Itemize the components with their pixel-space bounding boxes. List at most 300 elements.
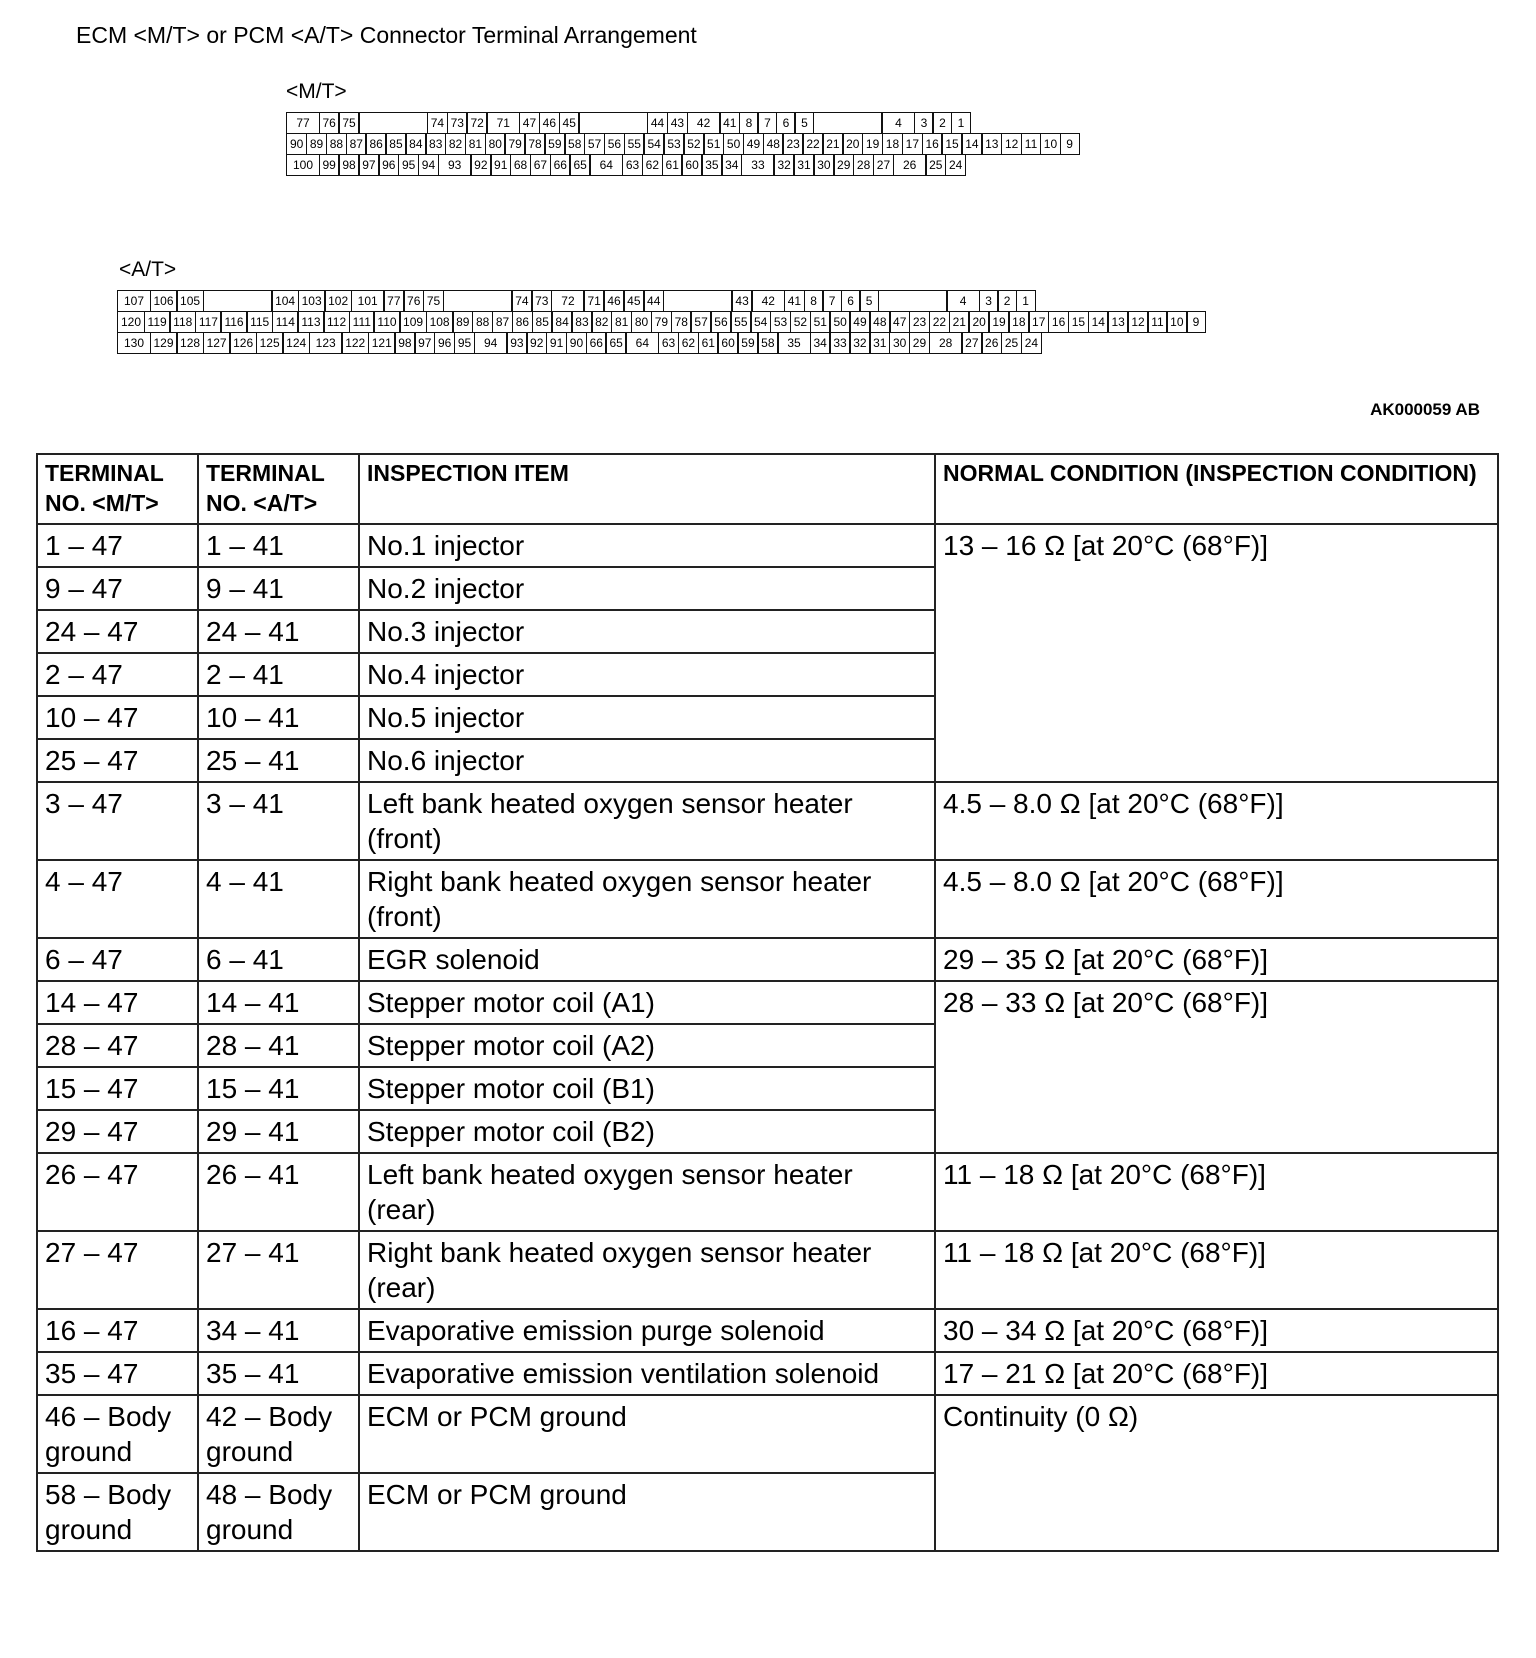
connector-pin: 16 <box>1048 311 1069 333</box>
connector-pin: 128 <box>176 332 204 354</box>
connector-pin: 118 <box>169 311 196 333</box>
inspection-item: Stepper motor coil (A1) <box>359 981 935 1024</box>
connector-pin: 101 <box>351 290 385 312</box>
connector-pin: 59 <box>737 332 758 354</box>
connector-pin: 86 <box>512 311 533 333</box>
connector-pin: 25 <box>1001 332 1022 354</box>
connector-pin: 79 <box>504 133 525 155</box>
terminal-mt: 46 – Body ground <box>37 1395 198 1473</box>
connector-pin: 7 <box>822 290 842 312</box>
inspection-item: ECM or PCM ground <box>359 1395 935 1473</box>
connector-pin: 21 <box>949 311 970 333</box>
connector-pin: 71 <box>486 112 520 134</box>
connector-pin: 82 <box>445 133 466 155</box>
connector-pin: 83 <box>571 311 592 333</box>
connector-pin: 18 <box>882 133 903 155</box>
connector-pin: 13 <box>981 133 1002 155</box>
normal-condition: 13 – 16 Ω [at 20°C (68°F)] <box>935 524 1498 782</box>
connector-pin: 46 <box>603 290 624 312</box>
connector-pin: 124 <box>282 332 310 354</box>
connector-pin: 6 <box>776 112 796 134</box>
terminal-mt: 58 – Body ground <box>37 1473 198 1551</box>
terminal-mt: 4 – 47 <box>37 860 198 938</box>
connector-pin: 108 <box>426 311 454 333</box>
terminal-mt: 35 – 47 <box>37 1352 198 1395</box>
connector-pin: 60 <box>681 154 702 176</box>
connector-pin: 89 <box>452 311 473 333</box>
connector-row3 <box>117 332 1041 354</box>
connector-pin: 57 <box>584 133 605 155</box>
connector-pin: 53 <box>663 133 684 155</box>
terminal-mt: 6 – 47 <box>37 938 198 981</box>
connector-pin: 30 <box>813 154 834 176</box>
connector-pin: 10 <box>1040 133 1061 155</box>
header-terminal-at: TERMINAL NO. <A/T> <box>198 454 359 524</box>
at-connector-label: <A/T> <box>119 258 177 281</box>
connector-pin: 9 <box>1186 311 1206 333</box>
header-normal-condition: NORMAL CONDITION (INSPECTION CONDITION) <box>935 454 1498 524</box>
connector-key-slot <box>358 112 428 134</box>
connector-pin: 15 <box>1068 311 1089 333</box>
inspection-item: EGR solenoid <box>359 938 935 981</box>
connector-pin: 85 <box>532 311 553 333</box>
connector-pin: 87 <box>492 311 513 333</box>
connector-pin: 16 <box>922 133 943 155</box>
terminal-mt: 3 – 47 <box>37 782 198 860</box>
connector-pin: 47 <box>889 311 910 333</box>
connector-pin: 94 <box>474 332 508 354</box>
connector-pin: 77 <box>383 290 404 312</box>
connector-pin: 49 <box>849 311 870 333</box>
inspection-item: No.4 injector <box>359 653 935 696</box>
connector-pin: 62 <box>678 332 699 354</box>
connector-pin: 84 <box>551 311 572 333</box>
connector-key-slot <box>443 290 513 312</box>
connector-pin: 45 <box>623 290 644 312</box>
connector-row1 <box>286 112 969 134</box>
connector-pin: 29 <box>909 332 930 354</box>
inspection-table <box>36 453 1499 1552</box>
terminal-at: 42 – Body ground <box>198 1395 359 1473</box>
table-row <box>37 524 1498 567</box>
connector-pin: 75 <box>423 290 444 312</box>
connector-pin: 72 <box>466 112 487 134</box>
connector-pin: 98 <box>338 154 359 176</box>
inspection-item: No.3 injector <box>359 610 935 653</box>
connector-pin: 74 <box>427 112 448 134</box>
connector-pin: 113 <box>297 311 324 333</box>
inspection-item: Right bank heated oxygen sensor heater (front) <box>359 860 935 938</box>
table-row <box>37 1153 1498 1231</box>
connector-pin: 95 <box>454 332 475 354</box>
connector-pin: 7 <box>757 112 777 134</box>
connector-pin: 87 <box>346 133 367 155</box>
connector-pin: 75 <box>338 112 359 134</box>
connector-pin: 94 <box>418 154 439 176</box>
normal-condition: 4.5 – 8.0 Ω [at 20°C (68°F)] <box>935 860 1498 938</box>
connector-pin: 84 <box>405 133 426 155</box>
connector-pin: 30 <box>889 332 910 354</box>
normal-condition: 29 – 35 Ω [at 20°C (68°F)] <box>935 938 1498 981</box>
normal-condition: 4.5 – 8.0 Ω [at 20°C (68°F)] <box>935 782 1498 860</box>
connector-pin: 23 <box>909 311 930 333</box>
connector-pin: 52 <box>790 311 811 333</box>
inspection-item: Left bank heated oxygen sensor heater (rear) <box>359 1153 935 1231</box>
connector-pin: 119 <box>144 311 171 333</box>
connector-pin: 92 <box>470 154 491 176</box>
terminal-at: 9 – 41 <box>198 567 359 610</box>
normal-condition: 28 – 33 Ω [at 20°C (68°F)] <box>935 981 1498 1153</box>
terminal-mt: 10 – 47 <box>37 696 198 739</box>
connector-pin: 26 <box>893 154 927 176</box>
normal-condition: 30 – 34 Ω [at 20°C (68°F)] <box>935 1309 1498 1352</box>
connector-pin: 53 <box>770 311 791 333</box>
terminal-mt: 16 – 47 <box>37 1309 198 1352</box>
page-title: ECM <M/T> or PCM <A/T> Connector Terminal Arrangement <box>76 22 697 48</box>
connector-pin: 2 <box>932 112 952 134</box>
connector-pin: 15 <box>941 133 962 155</box>
connector-pin: 73 <box>447 112 468 134</box>
connector-pin: 42 <box>751 290 785 312</box>
connector-pin: 127 <box>203 332 231 354</box>
connector-pin: 121 <box>368 332 396 354</box>
connector-pin: 111 <box>349 311 375 333</box>
connector-pin: 81 <box>611 311 632 333</box>
connector-pin: 42 <box>687 112 721 134</box>
connector-pin: 115 <box>246 311 273 333</box>
terminal-mt: 9 – 47 <box>37 567 198 610</box>
terminal-mt: 14 – 47 <box>37 981 198 1024</box>
header-inspection-item: INSPECTION ITEM <box>359 454 935 524</box>
connector-pin: 11 <box>1021 133 1041 155</box>
normal-condition: Continuity (0 Ω) <box>935 1395 1498 1551</box>
connector-pin: 4 <box>946 290 980 312</box>
inspection-item: Stepper motor coil (A2) <box>359 1024 935 1067</box>
connector-pin: 105 <box>176 290 204 312</box>
connector-pin: 25 <box>925 154 946 176</box>
connector-pin: 54 <box>643 133 664 155</box>
terminal-at: 6 – 41 <box>198 938 359 981</box>
mt-connector-label: <M/T> <box>286 80 347 103</box>
connector-pin: 59 <box>544 133 565 155</box>
terminal-at: 26 – 41 <box>198 1153 359 1231</box>
connector-pin: 4 <box>881 112 915 134</box>
connector-pin: 43 <box>731 290 752 312</box>
connector-pin: 31 <box>793 154 814 176</box>
connector-pin: 24 <box>1021 332 1042 354</box>
connector-pin: 24 <box>945 154 966 176</box>
connector-pin: 46 <box>539 112 560 134</box>
connector-pin: 78 <box>524 133 545 155</box>
connector-pin: 13 <box>1107 311 1128 333</box>
connector-pin: 8 <box>739 112 759 134</box>
connector-pin: 54 <box>750 311 771 333</box>
terminal-at: 34 – 41 <box>198 1309 359 1352</box>
connector-pin: 64 <box>589 154 623 176</box>
connector-pin: 48 <box>869 311 890 333</box>
connector-pin: 45 <box>559 112 580 134</box>
normal-condition: 11 – 18 Ω [at 20°C (68°F)] <box>935 1231 1498 1309</box>
inspection-item: Evaporative emission ventilation solenoid <box>359 1352 935 1395</box>
inspection-item: Stepper motor coil (B2) <box>359 1110 935 1153</box>
connector-pin: 77 <box>286 112 320 134</box>
connector-pin: 91 <box>490 154 511 176</box>
connector-pin: 28 <box>853 154 874 176</box>
terminal-at: 48 – Body ground <box>198 1473 359 1551</box>
terminal-at: 29 – 41 <box>198 1110 359 1153</box>
connector-pin: 22 <box>802 133 823 155</box>
connector-key-slot <box>578 112 648 134</box>
connector-pin: 110 <box>373 311 400 333</box>
connector-pin: 114 <box>272 311 299 333</box>
connector-pin: 26 <box>981 332 1002 354</box>
connector-pin: 107 <box>117 290 151 312</box>
connector-pin: 86 <box>365 133 386 155</box>
connector-pin: 56 <box>604 133 625 155</box>
terminal-mt: 29 – 47 <box>37 1110 198 1153</box>
connector-pin: 35 <box>701 154 722 176</box>
connector-pin: 68 <box>510 154 531 176</box>
connector-pin: 79 <box>651 311 672 333</box>
connector-pin: 98 <box>394 332 415 354</box>
connector-pin: 63 <box>622 154 643 176</box>
connector-pin: 126 <box>229 332 257 354</box>
terminal-at: 27 – 41 <box>198 1231 359 1309</box>
connector-pin: 60 <box>717 332 738 354</box>
connector-pin: 112 <box>323 311 350 333</box>
connector-pin: 57 <box>690 311 711 333</box>
connector-pin: 81 <box>465 133 486 155</box>
connector-pin: 51 <box>703 133 724 155</box>
connector-row3 <box>286 154 965 176</box>
inspection-item: Evaporative emission purge solenoid <box>359 1309 935 1352</box>
connector-pin: 22 <box>929 311 950 333</box>
table-row <box>37 1352 1498 1395</box>
connector-pin: 96 <box>434 332 455 354</box>
table-row <box>37 1231 1498 1309</box>
connector-pin: 95 <box>398 154 419 176</box>
connector-pin: 29 <box>833 154 854 176</box>
connector-pin: 55 <box>730 311 751 333</box>
connector-key-slot <box>663 290 733 312</box>
inspection-item: ECM or PCM ground <box>359 1473 935 1551</box>
connector-pin: 90 <box>286 133 307 155</box>
connector-pin: 49 <box>743 133 764 155</box>
connector-pin: 65 <box>569 154 590 176</box>
terminal-mt: 2 – 47 <box>37 653 198 696</box>
connector-pin: 5 <box>794 112 814 134</box>
connector-pin: 120 <box>117 311 145 333</box>
terminal-at: 15 – 41 <box>198 1067 359 1110</box>
connector-pin: 18 <box>1008 311 1029 333</box>
connector-pin: 73 <box>531 290 552 312</box>
connector-pin: 58 <box>757 332 778 354</box>
connector-pin: 17 <box>902 133 923 155</box>
connector-pin: 92 <box>526 332 547 354</box>
connector-pin: 80 <box>631 311 652 333</box>
connector-pin: 61 <box>698 332 719 354</box>
connector-pin: 80 <box>485 133 506 155</box>
connector-key-slot <box>878 290 948 312</box>
connector-pin: 93 <box>506 332 527 354</box>
terminal-at: 3 – 41 <box>198 782 359 860</box>
table-row <box>37 860 1498 938</box>
connector-pin: 14 <box>1088 311 1109 333</box>
connector-pin: 117 <box>195 311 222 333</box>
connector-pin: 1 <box>951 112 971 134</box>
connector-pin: 51 <box>810 311 831 333</box>
connector-pin: 3 <box>979 290 999 312</box>
connector-pin: 91 <box>546 332 567 354</box>
connector-pin: 19 <box>988 311 1009 333</box>
connector-pin: 2 <box>997 290 1017 312</box>
table-row <box>37 1309 1498 1352</box>
connector-pin: 11 <box>1147 311 1167 333</box>
connector-pin: 89 <box>306 133 327 155</box>
connector-pin: 71 <box>583 290 604 312</box>
connector-pin: 21 <box>822 133 843 155</box>
connector-pin: 97 <box>414 332 435 354</box>
connector-pin: 56 <box>710 311 731 333</box>
connector-pin: 88 <box>326 133 347 155</box>
connector-pin: 9 <box>1060 133 1080 155</box>
terminal-at: 4 – 41 <box>198 860 359 938</box>
normal-condition: 17 – 21 Ω [at 20°C (68°F)] <box>935 1352 1498 1395</box>
connector-pin: 50 <box>723 133 744 155</box>
connector-pin: 88 <box>472 311 493 333</box>
terminal-mt: 26 – 47 <box>37 1153 198 1231</box>
connector-row1 <box>117 290 1034 312</box>
connector-pin: 12 <box>1127 311 1148 333</box>
connector-pin: 61 <box>662 154 683 176</box>
terminal-at: 10 – 41 <box>198 696 359 739</box>
normal-condition: 11 – 18 Ω [at 20°C (68°F)] <box>935 1153 1498 1231</box>
connector-pin: 129 <box>150 332 178 354</box>
connector-pin: 76 <box>403 290 424 312</box>
connector-pin: 12 <box>1001 133 1022 155</box>
connector-pin: 109 <box>399 311 427 333</box>
connector-pin: 3 <box>914 112 934 134</box>
connector-pin: 44 <box>647 112 668 134</box>
connector-pin: 5 <box>859 290 879 312</box>
connector-pin: 103 <box>298 290 326 312</box>
connector-pin: 1 <box>1016 290 1036 312</box>
inspection-item: Stepper motor coil (B1) <box>359 1067 935 1110</box>
connector-pin: 33 <box>829 332 850 354</box>
connector-pin: 23 <box>782 133 803 155</box>
connector-pin: 20 <box>968 311 989 333</box>
terminal-at: 2 – 41 <box>198 653 359 696</box>
terminal-at: 35 – 41 <box>198 1352 359 1395</box>
connector-pin: 14 <box>961 133 982 155</box>
terminal-at: 25 – 41 <box>198 739 359 782</box>
connector-pin: 34 <box>721 154 742 176</box>
connector-pin: 55 <box>624 133 645 155</box>
connector-pin: 33 <box>741 154 775 176</box>
connector-pin: 66 <box>550 154 571 176</box>
table-row <box>37 1395 1498 1473</box>
connector-row2 <box>117 311 1205 333</box>
connector-pin: 125 <box>256 332 284 354</box>
connector-pin: 64 <box>625 332 659 354</box>
connector-pin: 78 <box>671 311 692 333</box>
connector-pin: 90 <box>566 332 587 354</box>
connector-pin: 48 <box>763 133 784 155</box>
connector-pin: 28 <box>929 332 963 354</box>
terminal-mt: 15 – 47 <box>37 1067 198 1110</box>
connector-pin: 50 <box>829 311 850 333</box>
table-row <box>37 981 1498 1024</box>
connector-pin: 58 <box>564 133 585 155</box>
connector-pin: 10 <box>1166 311 1187 333</box>
connector-pin: 72 <box>551 290 585 312</box>
figure-code: AK000059 AB <box>1370 400 1480 419</box>
connector-pin: 82 <box>591 311 612 333</box>
connector-pin: 122 <box>341 332 369 354</box>
connector-pin: 67 <box>530 154 551 176</box>
connector-pin: 66 <box>586 332 607 354</box>
terminal-mt: 25 – 47 <box>37 739 198 782</box>
connector-key-slot <box>203 290 273 312</box>
connector-pin: 83 <box>425 133 446 155</box>
header-terminal-mt: TERMINAL NO. <M/T> <box>37 454 198 524</box>
connector-pin: 106 <box>150 290 178 312</box>
connector-pin: 62 <box>642 154 663 176</box>
connector-pin: 19 <box>862 133 883 155</box>
connector-pin: 41 <box>719 112 740 134</box>
terminal-mt: 1 – 47 <box>37 524 198 567</box>
connector-pin: 123 <box>309 332 343 354</box>
connector-pin: 20 <box>842 133 863 155</box>
connector-pin: 97 <box>358 154 379 176</box>
terminal-at: 1 – 41 <box>198 524 359 567</box>
table-row <box>37 782 1498 860</box>
connector-pin: 41 <box>784 290 805 312</box>
inspection-item: Left bank heated oxygen sensor heater (front) <box>359 782 935 860</box>
inspection-item: Right bank heated oxygen sensor heater (rear) <box>359 1231 935 1309</box>
connector-pin: 34 <box>810 332 831 354</box>
connector-pin: 96 <box>378 154 399 176</box>
connector-pin: 17 <box>1028 311 1049 333</box>
connector-pin: 63 <box>658 332 679 354</box>
connector-pin: 32 <box>773 154 794 176</box>
connector-pin: 99 <box>319 154 340 176</box>
inspection-item: No.2 injector <box>359 567 935 610</box>
inspection-item: No.1 injector <box>359 524 935 567</box>
inspection-item: No.5 injector <box>359 696 935 739</box>
connector-row2 <box>286 133 1078 155</box>
connector-pin: 6 <box>841 290 861 312</box>
connector-pin: 44 <box>643 290 664 312</box>
connector-pin: 47 <box>519 112 540 134</box>
connector-pin: 27 <box>961 332 982 354</box>
connector-pin: 27 <box>873 154 894 176</box>
connector-pin: 65 <box>605 332 626 354</box>
terminal-mt: 28 – 47 <box>37 1024 198 1067</box>
connector-pin: 52 <box>683 133 704 155</box>
connector-pin: 35 <box>777 332 811 354</box>
connector-pin: 85 <box>385 133 406 155</box>
connector-pin: 43 <box>667 112 688 134</box>
connector-pin: 102 <box>324 290 352 312</box>
connector-pin: 93 <box>438 154 472 176</box>
terminal-mt: 24 – 47 <box>37 610 198 653</box>
connector-pin: 116 <box>220 311 247 333</box>
terminal-mt: 27 – 47 <box>37 1231 198 1309</box>
connector-pin: 100 <box>286 154 320 176</box>
connector-pin: 130 <box>117 332 151 354</box>
connector-pin: 31 <box>869 332 890 354</box>
